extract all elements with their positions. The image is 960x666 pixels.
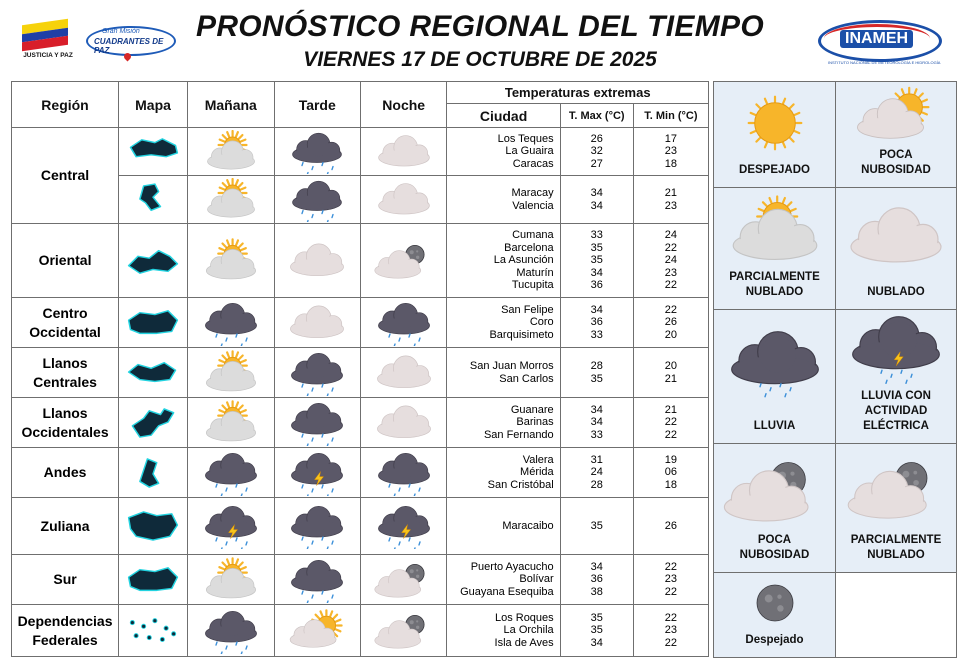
header xyxy=(0,0,960,80)
region-name xyxy=(12,605,119,657)
legend-label xyxy=(836,389,956,434)
tmin-value: 22 xyxy=(664,279,677,292)
tmin-value: 26 xyxy=(664,519,677,532)
tmin-value: 22 xyxy=(664,241,677,254)
legend-item xyxy=(836,444,957,573)
region-name xyxy=(12,348,119,398)
rain-cloud-icon xyxy=(278,400,356,446)
city-name: Cumana xyxy=(512,229,554,242)
rain-cloud-icon xyxy=(278,557,356,603)
legend-label-line: LLUVIA CON xyxy=(861,390,931,402)
tmin-list xyxy=(633,605,708,657)
legend-body xyxy=(714,82,957,658)
city-name: Barcelona xyxy=(504,241,554,254)
moon-few-clouds-icon xyxy=(720,450,830,528)
tmin-list xyxy=(633,448,708,498)
region-name-line: Zuliana xyxy=(40,517,90,534)
tmin-value: 23 xyxy=(664,199,677,212)
tmax-list xyxy=(560,348,633,398)
region-name-line: Occidentales xyxy=(21,423,109,440)
forecast-table xyxy=(11,81,709,657)
tmin-value: 26 xyxy=(664,316,677,329)
region-name xyxy=(12,498,119,555)
region-map xyxy=(119,605,188,657)
region-map-icon xyxy=(123,134,183,170)
tmin-list xyxy=(633,348,708,398)
region-map-icon xyxy=(123,562,183,598)
afternoon-forecast xyxy=(274,176,360,224)
night-forecast xyxy=(360,176,446,224)
moon-cloud-icon xyxy=(365,608,443,654)
tmax-value: 34 xyxy=(590,403,603,416)
tmin-value: 18 xyxy=(664,478,677,491)
region-row xyxy=(12,555,709,605)
region-name-line: Centro xyxy=(42,304,88,321)
legend-label-line: ELÉCTRICA xyxy=(863,420,929,432)
region-row xyxy=(12,128,709,176)
morning-forecast xyxy=(188,448,274,498)
legend-item xyxy=(714,444,836,573)
legend-label-line: PARCIALMENTE xyxy=(729,271,820,283)
tmin-value: 23 xyxy=(664,145,677,158)
rain-cloud-icon xyxy=(278,178,356,222)
tmin-value: 23 xyxy=(664,624,677,637)
morning-forecast xyxy=(188,348,274,398)
night-forecast xyxy=(360,224,446,298)
cuadrantes-text: CUADRANTES DE PAZ xyxy=(94,37,164,55)
city-name: Isla de Aves xyxy=(494,636,554,649)
rain-cloud-icon xyxy=(278,350,356,396)
night-forecast xyxy=(360,448,446,498)
city-name: Guanare xyxy=(510,403,554,416)
morning-forecast xyxy=(188,224,274,298)
region-map xyxy=(119,348,188,398)
afternoon-forecast xyxy=(274,128,360,176)
region-name-line: Federales xyxy=(32,631,98,648)
tmin-value: 22 xyxy=(664,560,677,573)
city-list xyxy=(447,224,560,298)
tmax-list xyxy=(560,398,633,448)
cloud-icon xyxy=(278,300,356,346)
city-list xyxy=(447,348,560,398)
city-name: La Orchila xyxy=(503,624,554,637)
night-forecast xyxy=(360,555,446,605)
region-map-icon xyxy=(123,243,183,279)
city-name: Los Teques xyxy=(497,132,554,145)
region-map xyxy=(119,176,188,224)
tmax-value: 34 xyxy=(590,187,603,200)
region-name-line: Andes xyxy=(43,464,87,480)
region-row xyxy=(12,498,709,555)
city-name: Guayana Esequiba xyxy=(460,585,554,598)
tmax-value: 35 xyxy=(590,372,603,385)
city-name: Barquisimeto xyxy=(489,328,554,341)
city-name: San Carlos xyxy=(499,372,554,385)
city-list xyxy=(447,498,560,555)
partly-cloudy-icon xyxy=(192,238,270,284)
inameh-logo xyxy=(818,20,942,64)
morning-forecast xyxy=(188,128,274,176)
morning-forecast xyxy=(188,176,274,224)
legend-item xyxy=(714,310,836,444)
afternoon-forecast xyxy=(274,398,360,448)
tmin-value: 22 xyxy=(664,636,677,649)
tmin-value: 24 xyxy=(664,254,677,267)
partly-cloudy-icon xyxy=(192,400,270,446)
city-list xyxy=(447,298,560,348)
afternoon-forecast xyxy=(274,348,360,398)
city-name: Valera xyxy=(522,453,554,466)
rain-cloud-icon xyxy=(365,450,443,496)
afternoon-forecast xyxy=(274,555,360,605)
cloud-icon xyxy=(365,350,443,396)
legend-label-line: DESPEJADO xyxy=(739,164,810,176)
legend-label xyxy=(714,419,835,434)
region-name-line: Llanos xyxy=(42,354,88,371)
tmin-value: 22 xyxy=(664,585,677,598)
tmax-value: 35 xyxy=(590,519,603,532)
cloud-icon xyxy=(365,130,443,174)
tmin-value: 17 xyxy=(664,132,677,145)
legend-label xyxy=(836,148,956,178)
moon-cloud-icon xyxy=(841,450,951,528)
rain-cloud-icon xyxy=(192,300,270,346)
city-name: Maracaibo xyxy=(502,519,554,532)
region-row xyxy=(12,298,709,348)
region-row xyxy=(12,224,709,298)
tmax-list xyxy=(560,224,633,298)
region-map xyxy=(119,128,188,176)
partly-cloudy-icon xyxy=(192,178,270,222)
legend-item xyxy=(714,573,836,658)
legend-label xyxy=(714,533,835,563)
city-list xyxy=(447,398,560,448)
city-name: Barinas xyxy=(516,416,554,429)
region-map-icon xyxy=(123,508,183,544)
tmin-value: 22 xyxy=(664,611,677,624)
col-header-region: Región xyxy=(12,82,119,128)
col-header-extremes: Temperaturas extremas xyxy=(447,82,709,104)
legend-label-line: NUBOSIDAD xyxy=(861,164,931,176)
region-map-icon xyxy=(123,305,183,341)
city-list xyxy=(447,128,560,176)
morning-forecast xyxy=(188,605,274,657)
tmax-value: 34 xyxy=(590,303,603,316)
tmax-value: 24 xyxy=(590,466,603,479)
forecast-date: VIERNES 17 DE OCTUBRE DE 2025 xyxy=(303,48,657,71)
tmax-value: 31 xyxy=(590,453,603,466)
region-map xyxy=(119,555,188,605)
city-name: Maturín xyxy=(516,266,554,279)
tmin-list xyxy=(633,398,708,448)
legend-item xyxy=(714,188,836,310)
region-name xyxy=(12,448,119,498)
tmin-value: 22 xyxy=(664,416,677,429)
region-map xyxy=(119,498,188,555)
thunderstorm-icon xyxy=(278,450,356,496)
tmax-value: 36 xyxy=(590,279,603,292)
region-row xyxy=(12,605,709,657)
region-name xyxy=(12,398,119,448)
tmin-value: 20 xyxy=(664,328,677,341)
region-map xyxy=(119,298,188,348)
city-name: Tucupita xyxy=(511,279,554,292)
partly-cloudy-icon xyxy=(192,130,270,174)
night-forecast xyxy=(360,398,446,448)
tmin-value: 23 xyxy=(664,266,677,279)
partly-cloudy-icon xyxy=(192,350,270,396)
tmin-value: 24 xyxy=(664,229,677,242)
gran-mision-text: Gran Misión xyxy=(102,28,140,35)
tmax-value: 33 xyxy=(590,328,603,341)
afternoon-forecast xyxy=(274,448,360,498)
region-map xyxy=(119,224,188,298)
city-name: Puerto Ayacucho xyxy=(470,560,554,573)
justicia-y-paz-caption: JUSTICIA Y PAZ xyxy=(23,52,73,59)
region-map-icon xyxy=(123,455,183,491)
legend-table xyxy=(713,81,957,658)
col-header-afternoon: Tarde xyxy=(274,82,360,128)
moon-cloud-icon xyxy=(365,557,443,603)
tmin-value: 21 xyxy=(664,187,677,200)
region-name-line: Oriental xyxy=(38,252,92,268)
moon-icon xyxy=(720,573,830,633)
rain-cloud-icon xyxy=(720,326,830,404)
city-name: San Juan Morros xyxy=(469,360,554,373)
moon-cloud-icon xyxy=(365,238,443,284)
region-map-icon xyxy=(123,613,183,649)
night-forecast xyxy=(360,605,446,657)
city-list xyxy=(447,555,560,605)
region-name-line: Sur xyxy=(53,571,77,587)
region-map-icon xyxy=(123,182,183,218)
city-list xyxy=(447,448,560,498)
tmax-list xyxy=(560,298,633,348)
tmax-value: 35 xyxy=(590,624,603,637)
tmax-value: 34 xyxy=(590,199,603,212)
night-forecast xyxy=(360,298,446,348)
city-name: Coro xyxy=(529,316,554,329)
night-forecast xyxy=(360,498,446,555)
rain-cloud-icon xyxy=(278,130,356,174)
tmax-value: 28 xyxy=(590,360,603,373)
region-row xyxy=(12,448,709,498)
thunderstorm-icon xyxy=(841,311,951,389)
region-row xyxy=(12,398,709,448)
legend-label-line: LLUVIA xyxy=(753,420,796,432)
legend-label-line: POCA xyxy=(757,534,792,546)
city-name: San Fernando xyxy=(483,428,554,441)
night-forecast xyxy=(360,128,446,176)
tmin-list xyxy=(633,298,708,348)
region-name-line: Centrales xyxy=(33,373,97,390)
legend-item xyxy=(836,310,957,444)
tmax-value: 36 xyxy=(590,316,603,329)
legend-label-line: NUBLADO xyxy=(867,549,925,561)
legend-item xyxy=(836,82,957,188)
tmax-value: 34 xyxy=(590,266,603,279)
legend-label-line: NUBOSIDAD xyxy=(739,549,810,561)
region-map xyxy=(119,398,188,448)
col-header-morning: Mañana xyxy=(188,82,274,128)
inameh-subtitle: INSTITUTO NACIONAL DE METEOROLOGÍA E HIDROLOGÍA xyxy=(828,60,941,65)
tmin-value: 21 xyxy=(664,372,677,385)
region-row xyxy=(12,348,709,398)
legend-item xyxy=(714,82,836,188)
legend-label xyxy=(836,285,956,300)
legend-empty-cell xyxy=(836,573,957,658)
region-name xyxy=(12,298,119,348)
legend-item xyxy=(836,188,957,310)
cloud-icon xyxy=(841,198,951,276)
city-name: La Asunción xyxy=(493,254,554,267)
sun-icon xyxy=(720,84,830,162)
col-header-city: Ciudad xyxy=(447,104,560,128)
morning-forecast xyxy=(188,555,274,605)
tmax-value: 38 xyxy=(590,585,603,598)
tmax-list xyxy=(560,176,633,224)
city-name: San Cristóbal xyxy=(487,478,554,491)
partly-cloudy-icon xyxy=(720,190,830,268)
col-header-tmin: T. Min (°C) xyxy=(633,104,708,128)
page-title: PRONÓSTICO REGIONAL DEL TIEMPO xyxy=(196,10,764,43)
legend-label xyxy=(836,533,956,563)
tmin-list xyxy=(633,498,708,555)
city-name: Los Roques xyxy=(494,611,554,624)
morning-forecast xyxy=(188,498,274,555)
night-forecast xyxy=(360,348,446,398)
afternoon-forecast xyxy=(274,605,360,657)
region-name-line: Dependencias xyxy=(17,612,113,629)
tmax-list xyxy=(560,128,633,176)
rain-cloud-icon xyxy=(192,450,270,496)
morning-forecast xyxy=(188,298,274,348)
region-name xyxy=(12,555,119,605)
city-list xyxy=(447,605,560,657)
partly-cloudy-icon xyxy=(192,557,270,603)
region-name xyxy=(12,224,119,298)
region-name xyxy=(12,128,119,224)
tmin-value: 18 xyxy=(664,157,677,170)
afternoon-forecast xyxy=(274,498,360,555)
few-clouds-icon xyxy=(841,82,951,148)
afternoon-forecast xyxy=(274,298,360,348)
city-name: San Felipe xyxy=(501,303,554,316)
inameh-text: INAMEH xyxy=(840,30,913,48)
tmax-value: 33 xyxy=(590,229,603,242)
tmax-value: 35 xyxy=(590,241,603,254)
tmax-value: 26 xyxy=(590,132,603,145)
city-name: La Guaira xyxy=(505,145,554,158)
tmax-value: 35 xyxy=(590,254,603,267)
rain-cloud-icon xyxy=(278,503,356,549)
few-clouds-icon xyxy=(278,608,356,654)
afternoon-forecast xyxy=(274,224,360,298)
col-header-map: Mapa xyxy=(119,82,188,128)
legend-label-line: ACTIVIDAD xyxy=(864,405,928,417)
region-name-line: Occidental xyxy=(29,323,101,340)
rain-cloud-icon xyxy=(192,608,270,654)
cloud-icon xyxy=(365,400,443,446)
tmax-list xyxy=(560,555,633,605)
legend-label xyxy=(714,163,835,178)
morning-forecast xyxy=(188,398,274,448)
legend-label-line: NUBLADO xyxy=(745,286,804,298)
region-map-icon xyxy=(123,355,183,391)
city-list xyxy=(447,176,560,224)
tmax-value: 34 xyxy=(590,560,603,573)
city-name: Mérida xyxy=(520,466,554,479)
tmin-value: 19 xyxy=(664,453,677,466)
tmin-value: 21 xyxy=(664,403,677,416)
tmax-value: 35 xyxy=(590,611,603,624)
thunderstorm-icon xyxy=(192,503,270,549)
tmin-list xyxy=(633,224,708,298)
thunderstorm-icon xyxy=(365,503,443,549)
tmax-value: 36 xyxy=(590,573,603,586)
tmin-list xyxy=(633,176,708,224)
col-header-night: Noche xyxy=(360,82,446,128)
cloud-icon xyxy=(365,178,443,222)
tmax-value: 27 xyxy=(590,157,603,170)
city-name: Caracas xyxy=(512,157,554,170)
legend-label-line: NUBLADO xyxy=(867,286,925,298)
col-header-tmax: T. Max (°C) xyxy=(560,104,633,128)
region-map xyxy=(119,448,188,498)
tmin-list xyxy=(633,555,708,605)
tmax-list xyxy=(560,448,633,498)
tmax-value: 32 xyxy=(590,145,603,158)
city-name: Maracay xyxy=(511,187,554,200)
tmin-value: 20 xyxy=(664,360,677,373)
tmin-value: 22 xyxy=(664,303,677,316)
legend-label-line: PARCIALMENTE xyxy=(850,534,942,546)
region-name-line: Central xyxy=(40,167,90,183)
city-name: Bolívar xyxy=(519,573,554,586)
tmax-value: 34 xyxy=(590,636,603,649)
tmax-value: 33 xyxy=(590,428,603,441)
cloud-icon xyxy=(278,238,356,284)
region-name-line: Llanos xyxy=(42,404,88,421)
forecast-body xyxy=(12,128,709,657)
tmin-list xyxy=(633,128,708,176)
tmax-list xyxy=(560,498,633,555)
tmin-value: 22 xyxy=(664,428,677,441)
tmin-value: 06 xyxy=(664,466,677,479)
legend-label-line: Despejado xyxy=(745,634,804,646)
city-name: Valencia xyxy=(512,199,554,212)
tmin-value: 23 xyxy=(664,573,677,586)
legend-label xyxy=(714,270,835,300)
legend-label-line: POCA xyxy=(879,149,913,161)
legend-label xyxy=(714,633,835,648)
rain-cloud-icon xyxy=(365,300,443,346)
tmax-list xyxy=(560,605,633,657)
tmax-value: 34 xyxy=(590,416,603,429)
region-map-icon xyxy=(123,405,183,441)
tmax-value: 28 xyxy=(590,478,603,491)
